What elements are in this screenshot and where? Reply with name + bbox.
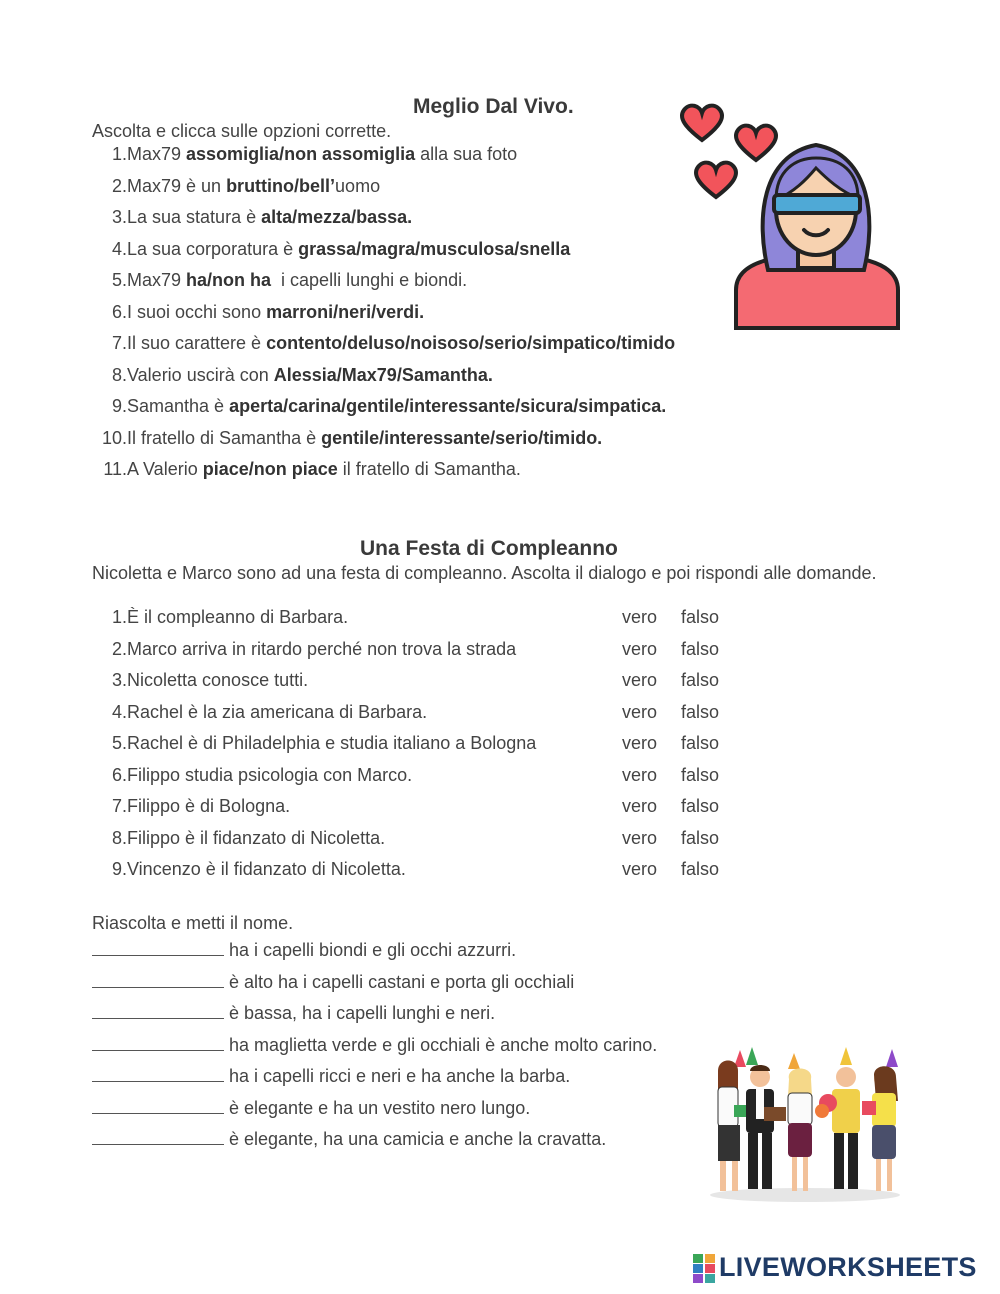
item-text: [127, 205, 412, 229]
item-number: 1.: [111, 607, 127, 627]
item-text: Vincenzo è il fidanzato di Nicoletta.: [127, 859, 406, 879]
birthday-party-illustration: [700, 1045, 910, 1205]
item-number: 2.: [111, 175, 127, 196]
heart-icon: [696, 163, 736, 197]
section1-item: [92, 300, 425, 324]
section3-item: [92, 1095, 530, 1119]
item-text: [127, 268, 467, 292]
section1-instructions: Ascolta e clicca sulle opzioni corrette.: [92, 121, 392, 141]
item-text: [127, 394, 666, 418]
item-number: 7.: [111, 796, 127, 816]
item-options[interactable]: marroni/neri/verdi.: [266, 301, 425, 322]
section1-item: [92, 394, 667, 418]
item-options[interactable]: contento/deluso/noisoso/serio/simpatico/timido: [266, 333, 676, 353]
section1-item: [92, 268, 468, 292]
section3-instructions: Riascolta e metti il nome.: [92, 913, 294, 933]
falso-option[interactable]: falso: [681, 827, 720, 848]
item-text-before: Valerio uscirà con: [127, 364, 274, 385]
item-text: Filippo studia psicologia con Marco.: [127, 764, 413, 785]
item-number: 9.: [111, 396, 127, 416]
item-number: 2.: [111, 638, 127, 659]
item-text: Rachel è di Philadelphia e studia italiano a Bologna: [127, 733, 537, 753]
party-person: [788, 1053, 812, 1191]
item-number: 6.: [111, 764, 127, 785]
name-blank-input[interactable]: [92, 937, 224, 956]
item-text: [127, 363, 493, 387]
item-text: [127, 237, 570, 261]
vero-option[interactable]: vero: [622, 764, 658, 785]
item-text-after: uomo: [335, 175, 381, 196]
item-text: Filippo è il fidanzato di Nicoletta.: [127, 827, 386, 848]
vero-option[interactable]: vero: [622, 701, 658, 722]
item-text-before: A Valerio: [127, 459, 203, 479]
item-text: [127, 300, 424, 324]
falso-option[interactable]: falso: [681, 859, 720, 879]
item-text: Marco arriva in ritardo perché non trova la strada: [127, 638, 517, 659]
item-text: [127, 142, 517, 166]
item-number: 8.: [111, 364, 127, 385]
item-text-before: La sua corporatura è: [127, 238, 299, 259]
item-number: 5.: [111, 733, 127, 753]
vero-option[interactable]: vero: [622, 670, 658, 690]
section2-item: [92, 826, 386, 850]
item-options[interactable]: alta/mezza/bassa.: [261, 207, 413, 227]
section1-item: [92, 142, 518, 166]
party-person: [862, 1049, 898, 1191]
name-blank-input[interactable]: [92, 1126, 224, 1145]
item-number: 4.: [111, 238, 127, 259]
item-options[interactable]: aperta/carina/gentile/interessante/sicura/simpatica.: [229, 396, 667, 416]
falso-option[interactable]: falso: [681, 607, 720, 627]
item-text-before: Max79 è un: [127, 175, 227, 196]
item-text: Rachel è la zia americana di Barbara.: [127, 701, 428, 722]
item-text-before: La sua statura è: [127, 207, 262, 227]
item-text: è elegante e ha un vestito nero lungo.: [229, 1097, 531, 1118]
section2-item: [92, 700, 428, 724]
item-options[interactable]: ha/non ha: [186, 270, 272, 290]
item-number: 9.: [111, 859, 127, 879]
item-options[interactable]: piace/non piace: [202, 459, 338, 479]
item-text-after: il fratello di Samantha.: [337, 459, 521, 479]
item-number: 8.: [111, 827, 127, 848]
falso-option[interactable]: falso: [681, 638, 720, 659]
section2-item: [92, 637, 517, 661]
liveworksheets-logo-icon: [693, 1253, 715, 1285]
item-text: [127, 174, 380, 198]
section3-item: [92, 1032, 657, 1056]
item-number: 7.: [111, 333, 127, 353]
section3-item: [92, 1000, 495, 1024]
item-text: è alto ha i capelli castani e porta gli occhiali: [229, 971, 575, 992]
section2-item: [92, 763, 413, 787]
party-person: [746, 1047, 786, 1189]
item-text-before: Max79: [127, 144, 187, 164]
item-options[interactable]: bruttino/bell’: [226, 175, 336, 196]
heart-icon: [682, 106, 722, 140]
section3-item: [92, 937, 516, 961]
heart-icon: [736, 126, 776, 160]
section2-item: [92, 668, 309, 692]
section2-item: [92, 857, 406, 881]
falso-option[interactable]: falso: [681, 701, 720, 722]
vero-option[interactable]: vero: [622, 607, 658, 627]
section2-item: [92, 605, 349, 629]
vero-option[interactable]: vero: [622, 859, 658, 879]
party-person: [718, 1050, 746, 1191]
section2-item: [92, 794, 291, 818]
item-text-before: Max79: [127, 270, 187, 290]
item-text-before: I suoi occhi sono: [127, 301, 267, 322]
section3-item: [92, 1126, 606, 1150]
section3-item: [92, 969, 574, 993]
item-text-after: i capelli lunghi e biondi.: [271, 270, 468, 290]
item-number: 1.: [111, 144, 127, 164]
falso-option[interactable]: falso: [681, 796, 720, 816]
party-person: [815, 1047, 860, 1189]
section1-item: [92, 205, 413, 229]
item-text: [127, 331, 675, 355]
item-text-after: alla sua foto: [415, 144, 518, 164]
item-text: [127, 426, 602, 450]
falso-option[interactable]: falso: [681, 733, 720, 753]
section2-item: [92, 731, 537, 755]
item-text-before: Il suo carattere è: [127, 333, 267, 353]
vero-option[interactable]: vero: [622, 638, 658, 659]
vero-option[interactable]: vero: [622, 827, 658, 848]
item-number: 3.: [111, 207, 127, 227]
item-options[interactable]: grassa/magra/musculosa/snella: [298, 238, 571, 259]
name-blank-input[interactable]: [92, 969, 224, 988]
item-text: Nicoletta conosce tutti.: [127, 670, 309, 690]
item-number: 5.: [111, 270, 127, 290]
section1-item: [92, 174, 381, 198]
falso-option[interactable]: falso: [681, 764, 720, 785]
item-number: 11.: [103, 459, 127, 479]
section2-title: Una Festa di Compleanno: [360, 537, 618, 560]
section3-item: [92, 1063, 570, 1087]
section2-instructions: Nicoletta e Marco sono ad una festa di compleanno. Ascolta il dialogo e poi rispondi alle domande.: [92, 563, 877, 583]
section1-item: [92, 426, 603, 450]
item-text: è bassa, ha i capelli lunghi e neri.: [229, 1003, 496, 1023]
name-blank-input[interactable]: [92, 1063, 224, 1082]
falso-option[interactable]: falso: [681, 670, 720, 690]
item-number: 3.: [111, 670, 127, 690]
item-number: 10.: [101, 427, 127, 448]
liveworksheets-logo-text: LIVEWORKSHEETS: [719, 1252, 977, 1282]
vero-option[interactable]: vero: [622, 796, 658, 816]
item-text: è elegante, ha una camicia e anche la cravatta.: [229, 1129, 607, 1149]
section1-title: Meglio Dal Vivo.: [413, 95, 574, 118]
item-text-before: Samantha è: [127, 396, 230, 416]
section1-item: [92, 237, 571, 261]
section1-item: [92, 457, 521, 481]
item-text-before: Il fratello di Samantha è: [127, 427, 322, 448]
name-blank-input[interactable]: [92, 1000, 224, 1019]
item-text: ha i capelli ricci e neri e ha anche la barba.: [229, 1066, 571, 1086]
item-number: 6.: [111, 301, 127, 322]
item-options[interactable]: assomiglia/non assomiglia: [186, 144, 416, 164]
item-options[interactable]: Alessia/Max79/Samantha.: [273, 364, 493, 385]
item-text: ha maglietta verde e gli occhiali è anche molto carino.: [229, 1034, 658, 1055]
name-blank-input[interactable]: [92, 1032, 224, 1051]
blindfolded-woman-illustration: [676, 100, 906, 335]
item-options[interactable]: gentile/interessante/serio/timido.: [321, 427, 603, 448]
name-blank-input[interactable]: [92, 1095, 224, 1114]
item-text: ha i capelli biondi e gli occhi azzurri.: [229, 940, 517, 960]
item-text: [127, 457, 521, 481]
section1-item: [92, 331, 676, 355]
item-text: È il compleanno di Barbara.: [127, 607, 349, 627]
item-number: 4.: [111, 701, 127, 722]
item-text: Filippo è di Bologna.: [127, 796, 291, 816]
vero-option[interactable]: vero: [622, 733, 658, 753]
section1-item: [92, 363, 493, 387]
